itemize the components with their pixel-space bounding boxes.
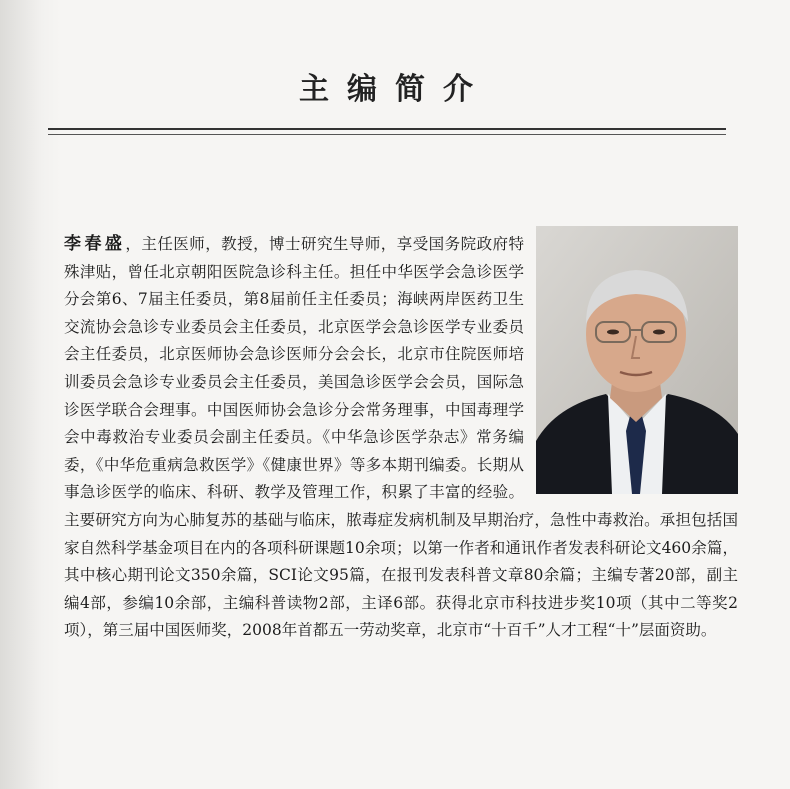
title-rule-thin bbox=[48, 134, 726, 135]
bio-section bbox=[64, 231, 738, 645]
bio-text: ，主任医师，教授，博士研究生导师，享受国务院政府特殊津贴，曾任北京朝阳医院急诊科主任。担任中华医学会急诊医学分会第6、7届主任委员，第8届前任主任委员；海峡两岸医药卫生交流协会急诊专业委员会主任委员，北京医学会急诊医学专业委员会主任委员，北京医师协会急诊医师分会会长，北京市住院医师培训委员会急诊专业委员会主任委员，美国急诊医学会会员，国际急诊医学联合会理事。中国医师协会急诊分会常务理事，中国毒理学会中毒救治专业委员会副主任委员。《中华急诊医学杂志》常务编委，《中华危重病急救医学》《健康世界》等多本期刊编委。长期从事急诊医学的临床、科研、教学及管理工作，积累了丰富的经验。主要研究方向为心肺复苏的基础与临床，脓毒症发病机制及早期治疗，急性中毒救治。承担包括国家自然科学基金项目在内的各项科研课题10余项；以第一作者和通讯作者发表科研论文460余篇，其中核心期刊论文350余篇，SCI论文95篇，在报刊发表科普文章80余篇；主编专著20部，副主编4部，参编10余部，主编科普读物2部，主译6部。获得北京市科技进步奖10项（其中二等奖2项），第三届中国医师奖，2008年首都五一劳动奖章，北京市“十百千”人才工程“十”层面资助。 bbox=[64, 235, 738, 640]
portrait-illustration bbox=[536, 226, 738, 494]
page-title: 主编简介 bbox=[299, 72, 491, 107]
title-rule-thick bbox=[48, 128, 726, 130]
author-portrait bbox=[536, 226, 738, 494]
page-shadow bbox=[0, 0, 60, 789]
author-name: 李春盛 bbox=[64, 234, 126, 254]
